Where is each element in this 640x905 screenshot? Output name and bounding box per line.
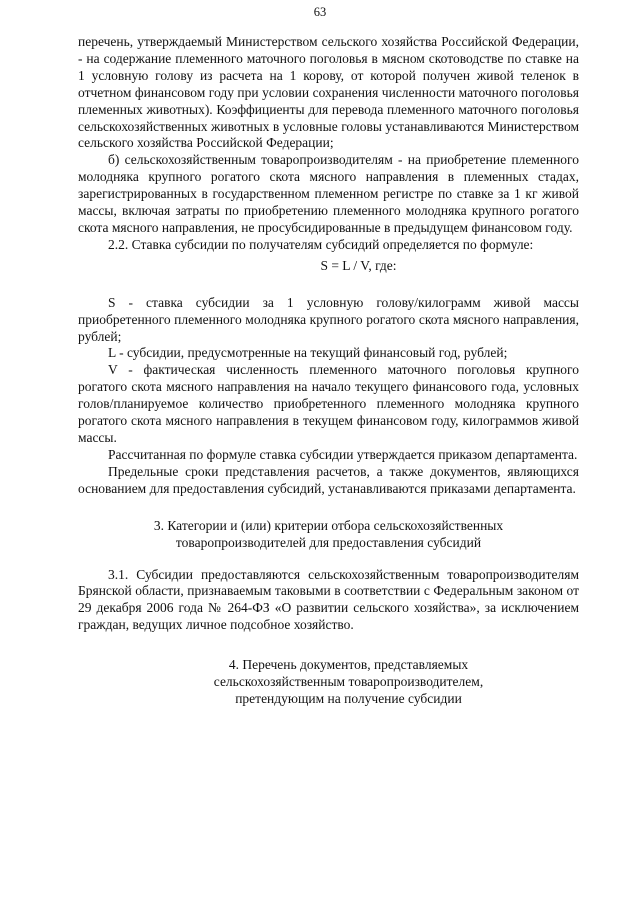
paragraph-1: перечень, утверждаемый Министерством сельского хозяйства Российской Федерации, - на содержание племенного маточного поголовья в мясном скотоводстве по ставке на 1 условную голову из расчета на 1 корову, от которой получен живой теленок в отчетном финансовом году при условии сохранения численности маточного поголовья племенных животных). Коэффициенты для перевода племенного маточного поголовья сельскохозяйственных животных в условные головы устанавливаются Министерством сельского хозяйства Российской Федерации; <box>78 34 579 151</box>
page-number: 63 <box>313 5 327 19</box>
section-4-heading-line-3: претендующим на получение субсидии <box>235 691 462 707</box>
section-4-heading-line-1: 4. Перечень документов, представляемых <box>228 657 469 673</box>
paragraph-6: V - фактическая численность племенного маточного поголовья крупного рогатого скота мясного направления на начало текущего финансового года, условных голов/планируемое количество приобретенного племенного молодняка крупного рогатого скота мясного направления в текущем финансовом году, килограммов живой массы. <box>78 362 579 445</box>
paragraph-7: Рассчитанная по формуле ставка субсидии утверждается приказом департамента. <box>108 446 578 462</box>
paragraph-9: 3.1. Субсидии предоставляются сельскохозяйственным товаропроизводителям Брянской области, признаваемым таковыми в соответствии с Федеральным законом от 29 декабря 2006 года № 264-ФЗ «О развитии сельского хозяйства», за исключением граждан, ведущих личное подсобное хозяйство. <box>78 566 579 633</box>
section-3-heading-line-2: товаропроизводителей для предоставления субсидий <box>175 534 482 550</box>
section-3-heading <box>78 517 579 551</box>
paragraph-5: L - субсидии, предусмотренные на текущий финансовый год, рублей; <box>108 345 508 361</box>
document-body <box>78 34 579 707</box>
paragraph-4: S - ставка субсидии за 1 условную голову/килограмм живой массы приобретенного племенного молодняка крупного рогатого скота мясного направления, рублей; <box>78 294 579 344</box>
formula: S = L / V, где: <box>320 257 397 273</box>
paragraph-3: 2.2. Ставка субсидии по получателям субсидий определяется по формуле: <box>108 236 534 252</box>
paragraph-2: б) сельскохозяйственным товаропроизводителям - на приобретение племенного молодняка крупного рогатого скота мясного направления в племенных стадах, зарегистрированных в государственном племенном регистре по ставке за 1 кг живой массы, включая затраты по приобретению племенного молодняка крупного рогатого скота мясного направления, не просубсидированные в предыдущем финансовом году. <box>78 152 579 235</box>
section-4-heading <box>118 656 579 707</box>
paragraph-8: Предельные сроки представления расчетов, а также документов, являющихся основанием для предоставления субсидий, устанавливаются приказами департамента. <box>78 463 579 496</box>
section-3-heading-line-1: 3. Категории и (или) критерии отбора сельскохозяйственных <box>153 517 504 533</box>
section-4-heading-line-2: сельскохозяйственным товаропроизводителем, <box>213 674 484 690</box>
